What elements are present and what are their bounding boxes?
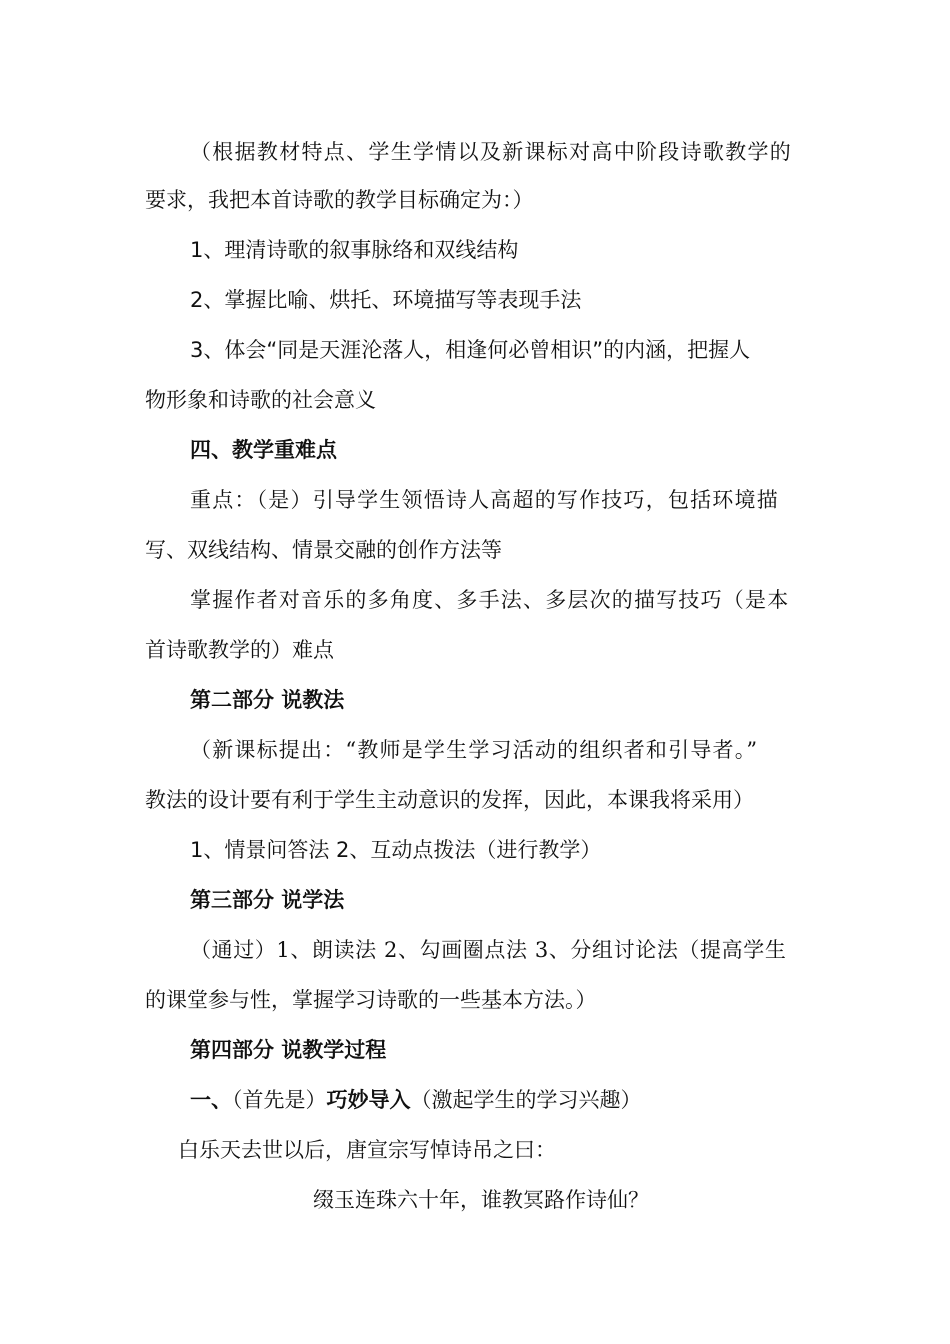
step-note: （激起学生的学习兴趣） [410,1088,642,1112]
paragraph-line: 白乐天去世以后，唐宣宗写悼诗吊之曰： [178,1138,556,1162]
paragraph-line: 物形象和诗歌的社会意义 [145,388,376,412]
paragraph-line: 掌握作者对音乐的多角度、多手法、多层次的描写技巧（是本 [190,588,790,612]
paragraph-line: 要求，我把本首诗歌的教学目标确定为：） [145,188,534,212]
step-prefix: （首先是） [232,1088,327,1112]
section-heading: 四、教学重难点 [190,438,337,462]
objective-item-3: 3、体会“同是天涯沦落人，相逢何必曾相识”的内涵，把握人 [190,338,751,362]
step-title: 巧妙导入 [326,1088,411,1112]
part-heading: 第三部分 说学法 [190,888,345,912]
step-line [190,1085,642,1115]
poem-line: 缀玉连珠六十年，谁教冥路作诗仙？ [313,1188,649,1212]
objective-item-2: 2、掌握比喻、烘托、环境描写等表现手法 [190,288,582,312]
objective-item-1: 1、理清诗歌的叙事脉络和双线结构 [190,238,519,262]
part-heading: 第四部分 说教学过程 [190,1038,387,1062]
paragraph-line: 的课堂参与性，掌握学习诗歌的一些基本方法。） [145,988,597,1012]
paragraph-line: （根据教材特点、学生学情以及新课标对高中阶段诗歌教学的 [190,140,793,164]
paragraph-line: 首诗歌教学的）难点 [145,638,334,662]
paragraph-line: 写、双线结构、情景交融的创作方法等 [145,538,502,562]
paragraph-line: 教法的设计要有利于学生主动意识的发挥，因此，本课我将采用） [145,788,754,812]
step-number: 一、 [190,1088,232,1112]
part-heading: 第二部分 说教法 [190,688,345,712]
paragraph-line: （新课标提出：“教师是学生学习活动的组织者和引导者。” [190,738,759,762]
paragraph-line: （通过）1、朗读法 2、勾画圈点法 3、分组讨论法（提高学生 [190,938,787,962]
method-list: 1、情景问答法 2、互动点拨法（进行教学） [190,838,602,862]
paragraph-line: 重点：（是）引导学生领悟诗人高超的写作技巧，包括环境描 [190,488,779,512]
